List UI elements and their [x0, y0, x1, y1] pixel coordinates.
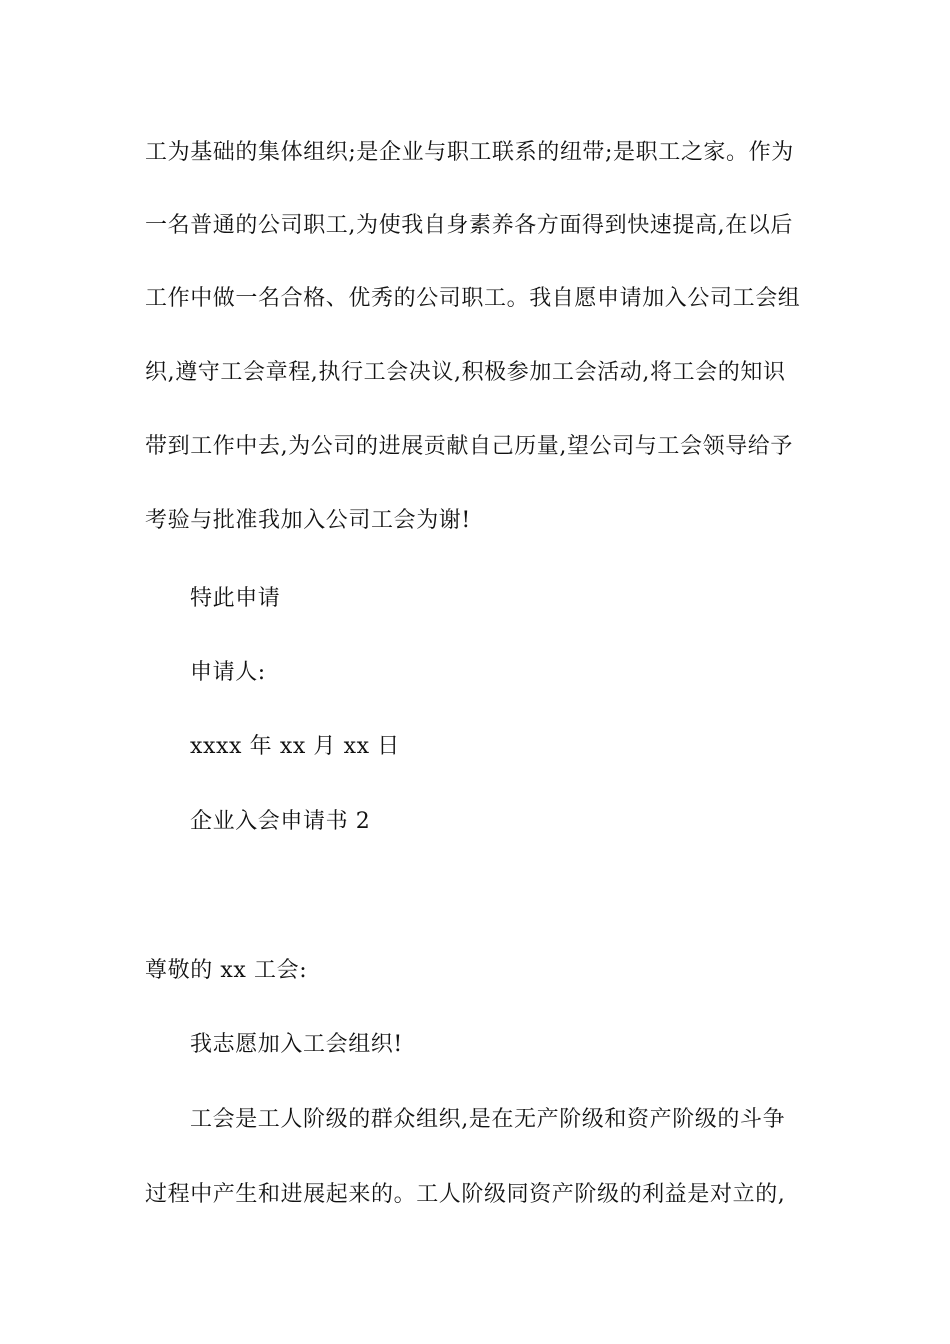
paragraph-line: 工为基础的集体组织;是企业与职工联系的纽带;是职工之家。作为	[145, 140, 794, 165]
date-line: xxxx 年 xx 月 xx 日	[190, 734, 400, 759]
closing-text: 特此申请	[190, 586, 281, 611]
paragraph-line: 工作中做一名合格、优秀的公司职工。我自愿申请加入公司工会组	[145, 286, 801, 311]
paragraph-line: 带到工作中去,为公司的进展贡献自己历量,望公司与工会领导给予	[145, 434, 793, 459]
paragraph-line: 一名普通的公司职工,为使我自身素养各方面得到快速提高,在以后	[145, 213, 793, 238]
paragraph-line: 考验与批准我加入公司工会为谢!	[145, 508, 471, 533]
paragraph-line: 过程中产生和进展起来的。工人阶级同资产阶级的利益是对立的,	[145, 1182, 786, 1207]
statement: 我志愿加入工会组织!	[190, 1032, 403, 1057]
second-title: 企业入会申请书 2	[190, 809, 371, 834]
salutation: 尊敬的 xx 工会:	[145, 958, 308, 983]
paragraph-line: 工会是工人阶级的群众组织,是在无产阶级和资产阶级的斗争	[190, 1107, 786, 1132]
applicant-label: 申请人:	[190, 660, 266, 685]
paragraph-line: 织,遵守工会章程,执行工会决议,积极参加工会活动,将工会的知识	[145, 360, 786, 385]
